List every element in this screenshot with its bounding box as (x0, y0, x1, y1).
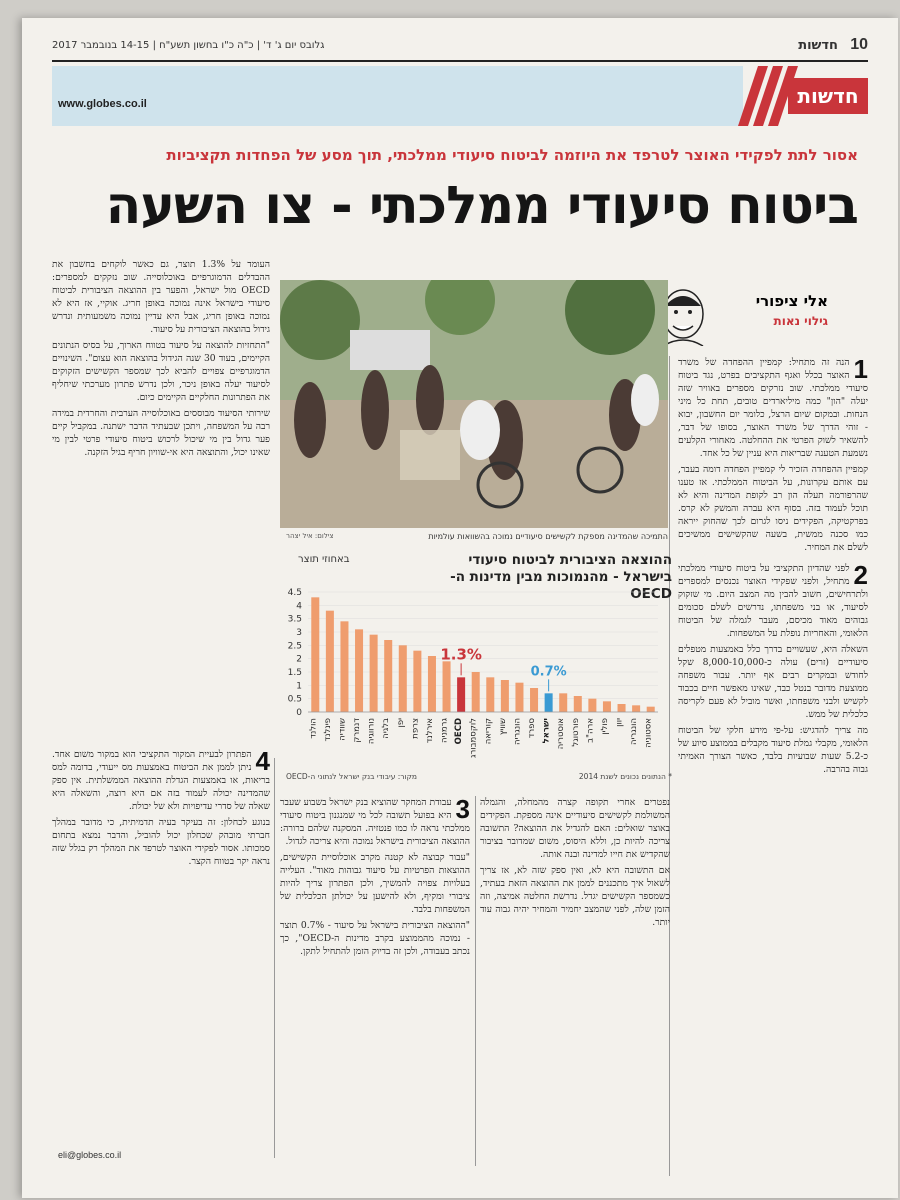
photo-caption (280, 532, 668, 541)
chart-note-text: * הנתונים נכונים לשנת 2014 (578, 772, 672, 781)
bar (457, 677, 465, 712)
y-tick-label: 4.5 (287, 588, 302, 598)
paragraph: לפני שהדיון התקציבי על ביטוח סיעודי ממלכתי מתחיל, ולפני שפקידי האוצר נכנסים למספרים ולתרחישים, חשוב להבין מה המצב היום. מי שזקוק לסיעוד, או בני משפחתו, נדרשים לשלם סכומים גבוהים מאוד מכיסם, מעבר לגמלה של הביטוח הלאומי, והאחריות נופלת על המשפחות. (678, 563, 868, 639)
column-middle-right (480, 796, 670, 1166)
x-tick-label: קוריאה (483, 718, 494, 745)
chart-source: מקור: עיבודי בנק ישראל לנתוני ה-OECD (286, 772, 418, 781)
article-headline: ביטוח סיעודי ממלכתי - צו השעה (105, 176, 858, 236)
x-tick-label: יוון (614, 718, 625, 727)
article-kicker: אסור לתת לפקידי האוצר לטרפד את היוזמה לביטוח סיעודי ממלכתי, תוך מסע של הפחדות תקציביות (166, 146, 858, 164)
bar (384, 640, 392, 712)
elderly-care-photo (280, 280, 668, 528)
column-divider (475, 796, 476, 1166)
x-tick-label: הולנד (308, 718, 319, 739)
y-tick-label: 3 (296, 628, 302, 638)
bar (588, 699, 596, 712)
x-tick-label: ארה"ב (585, 718, 596, 743)
x-tick-label: בלגיה (381, 718, 392, 739)
paragraph: הנה זה מתחיל: קמפיין ההפחדה של משרד האוצר בכלל ואגף התקציבים בפרט, נגד ביטוח סיעודי ממלכתי. שוב נזרקים מספרים באוויר שזה יעלה "הון" כמה מיליארדים טובים, תחת כל מיני הנחות. ובמקום שיום הרצל, כלומר יום החשבון, יבוא - זוהי הדרך של משרד האוצר, בסופו של דבר, להשאיר לשוק הפרטי את ההחלטה. מאחורי הקלעים נשמעת הטענה שבריאות היא עניין של כל אחד. (678, 357, 868, 459)
photo-credit: צילום: איל יצהר (286, 532, 334, 540)
x-tick-label: פולין (599, 718, 610, 735)
section-number: 4 (255, 748, 270, 776)
bar-chart (278, 552, 672, 788)
bar (559, 693, 567, 712)
bar (486, 677, 494, 712)
paragraph: קמפיין ההפחדה הזכיר לי קמפיין הפחדה דומה בעבר, עם אותם עקרונות, על הביטוח הממלכתי. אז טענו שהרפורמה תעלה הון רב לקופת המדינה והיא לא תוכל לעמוד בזה. בסוף היא עברה והמשק לא קרס. בפרקטיקה, הפקידים ניסו לגרום לכך שהחוק ייראה כמו סכנה ממשית, בשעה שהקשישים ממשיכים לשלם את המחיר. (678, 464, 868, 553)
section-number: 1 (853, 356, 868, 384)
y-tick-label: 4 (296, 601, 302, 612)
bar (326, 611, 334, 712)
x-tick-label: צרפת (410, 718, 421, 739)
masthead (52, 36, 868, 58)
y-tick-label: 2.5 (287, 641, 302, 652)
x-tick-label: אסטוניה (643, 718, 654, 748)
bar (428, 656, 436, 712)
data-label: 1.3% (440, 645, 482, 664)
column-left-top (52, 258, 270, 748)
x-tick-label: גרמניה (439, 718, 450, 743)
header-band (52, 66, 743, 126)
byline (653, 284, 828, 352)
bar (443, 661, 451, 712)
x-tick-label: פינלנד (322, 718, 333, 742)
x-tick-label: אירלנד (424, 718, 435, 744)
paragraph: "עבור קבוצה לא קטנה מקרב אוכלוסיית הקשישים, ההוצאות הפרטיות על סיעוד גבוהות מאוד". העלייה בעלויות צפויה להמשיך, ולכן הפתרון צריך להיות ציבורי ומקיף, ולא להישען על יכולתן הכלכלית של המשפחות בלבד. (280, 852, 470, 915)
bar (530, 688, 538, 712)
paragraph: בנוגע לכחלון: זה בעיקר בעיה תדמיתית, כי מדובר במהלך חברתי מובהק שכחלון יכול להוביל, והדבר נמצא בתחום סמכותו. אסור לפקידי האוצר לטרפד את המהלך רק בגלל שזה נראה יקר בטווח הקצר. (52, 817, 270, 867)
paragraph: שירותי הסיעוד מבוססים באוכלוסייה הערבית והחרדית במידה רבה על המשפחה, ויתכן שבעתיד הדבר ישתנה. במקביל קיים פער גדול בין מי שיכול לרכוש ביטוח סיעודי פרטי לבין מי שאינו יכול, והתוצאה היא אי-שוויון חריף בגיל הזקנה. (52, 408, 270, 458)
x-tick-label: אוסטריה (556, 718, 567, 750)
newspaper-page (22, 18, 898, 1198)
author-role: גילוי נאות (773, 314, 828, 328)
photo-caption-text: התמיכה שהמדינה מספקת לקשישים סיעודיים נמוכה בהשוואות עולמיות (428, 532, 668, 541)
paragraph: עבודת המחקר שהוציא בנק ישראל בשבוע שעבר היא בפועל תשובה לכל מי שמנגנון ביטוח סיעודי ממלכתי נראה לו כמו פנטזיה. המסקנה שלהם ברורה: ההוצאה הציבורית בישראל נמוכה והיא צריכה לגדול. (280, 797, 470, 847)
author-email: eli@globes.co.il (58, 1150, 122, 1160)
bar (545, 693, 553, 712)
x-tick-label: נורווגיה (366, 718, 377, 745)
bar (618, 704, 626, 712)
paragraph: העומד על 1.3% תוצר, גם כאשר לוקחים בחשבון את ההבדלים הדמוגרפיים באוכלוסייה. שוב נזקקים למספרים: OECD מול ישראל, והפער בין ההוצאה הציבורית לביטוח סיעודי בישראל אינה נמוכה באופן חריג. אוקיי, אז היא לא נמוכה באופן חריג, אבל היא עדיין נמוכה משמעותית ונדרש גידול בהוצאה הציבורית על סיעוד. (52, 259, 270, 335)
bar (603, 701, 611, 712)
y-tick-label: 1 (296, 681, 302, 692)
bar (311, 597, 319, 712)
column-right (678, 356, 868, 1176)
bar (472, 672, 480, 712)
section-number: 3 (455, 796, 470, 824)
paragraph: "התחזיות להוצאה על סיעוד בטווח הארוך, על בסיס הנתונים הקיימים, בעוד 30 שנה הגידול בהוצאה הוא עצום". השינויים הדמוגרפיים צפויים להביא לכך שמספר הקשישים הזקוקים לסיעוד יעלה באופן ניכר, ולכן נדרש פתרון מערכתי שיחליף את הפתרונות החלקיים הקיימים כיום. (52, 340, 270, 403)
paragraph: נפטרים אחרי תקופה קצרה מהמחלה, והגמלה המשולמת לקשישים סיעודיים אינה מספקת. הפקידים באוצר שואלים: האם להגדיל את ההוצאה? התשובה צריכה להיות כן, וללא היסוס, משום שמדובר בציבור שהקדיש את חייו למדינה ובנה אותה. (480, 797, 670, 860)
y-tick-label: 0 (296, 708, 302, 718)
x-tick-label: ספרד (527, 718, 538, 739)
x-tick-label: פורטוגל (570, 718, 581, 747)
x-tick-label: הונגריה (512, 718, 523, 746)
paragraph: "ההוצאה הציבורית בישראל על סיעוד - 0.7% תוצר - נמוכה מהממוצע בקרב מדינות ה-OECD", כך נכתב בעבודה, ולכן זה בדיוק הזמן להתחיל לתקן. (280, 920, 470, 957)
bar (515, 683, 523, 712)
x-tick-label: דנמרק (352, 718, 363, 743)
author-name: אלי ציפורי (755, 292, 828, 310)
x-tick-label: יפן (395, 718, 406, 728)
paragraph: אם התשובה היא לא, ואין ספק שזה לא, אז צריך לשאול איך מתכננים לממן את ההוצאה הזאת בעתיד, כשמספר הקשישים יגדל. נדרשת החלטה אמיצה, וזה הזמן שלה, לפני שהמצב יחמיר והמחיר יהיה גבוה עוד יותר. (480, 865, 670, 928)
site-url: www.globes.co.il (58, 98, 147, 110)
y-tick-label: 1.5 (287, 668, 302, 678)
x-tick-label: OECD (454, 718, 465, 745)
x-tick-label: הונגריה (629, 718, 640, 746)
bar (355, 629, 363, 712)
bar (501, 680, 509, 712)
bar (574, 696, 582, 712)
chart (278, 552, 672, 788)
masthead-rule (52, 60, 868, 62)
column-divider (274, 758, 275, 1158)
paragraph: השאלה היא, שעשויים בדרך כלל באמצעות מטפלים סיעודיים (זרים) עולה כ-8,000-10,000 שקל לחודש ובמקרים רבים אף יותר. עבור משפחה ממוצעת מדובר בנטל כבד, שאינו מאפשר חיים בכבוד לקשיש ולבני משפחתו, ואשר מוביל לא פעם לקריסה כלכלית של ממש. (678, 644, 868, 720)
paragraph: הפתרון לבעיית המקור התקציבי הוא במקור משום אחד. ניתן לממן את הביטוח באמצעות מס ייעודי, בדומה למס בריאות, או באמצעות הגדלת ההוצאה הממשלתית. אין ספק שהמדינה יכולה לעמוד בזה אם היא רוצה, והשאלה היא שאלה של סדרי עדיפויות ולא של יכולת. (52, 749, 270, 812)
bar (413, 651, 421, 712)
y-tick-label: 3.5 (287, 614, 302, 625)
column-middle-left (280, 796, 470, 1166)
chart-note (282, 772, 672, 781)
x-tick-label: ישראל (541, 718, 552, 744)
page-number: 10 (850, 36, 868, 53)
bar (399, 645, 407, 712)
section-tag: חדשות (788, 78, 868, 114)
x-tick-label: שוודיה (337, 718, 348, 741)
data-label: 0.7% (530, 664, 567, 680)
paragraph: מה צריך להדגיש: על-פי מידע חלקי של הביטוח הלאומי, מקבלי גמלת סיעוד מקבלים בממוצע סיוע של כ-5.2 שעות שבועיות בלבד, כאשר הצורך האמיתי גבוה בהרבה. (678, 725, 868, 775)
bar (647, 707, 655, 712)
x-tick-label: שוויץ (497, 718, 508, 736)
section-number: 2 (853, 560, 868, 590)
bar (370, 635, 378, 712)
y-tick-label: 2 (296, 654, 302, 665)
chart-unit-label: באחוזי תוצר (298, 554, 350, 565)
section-name: חדשות (798, 38, 838, 53)
chart-title: ההוצאה הציבורית לביטוח סיעודי בישראל - מהנמוכות מבין מדינות ה-OECD (450, 552, 672, 602)
bar (340, 621, 348, 712)
column-left-bottom (52, 748, 270, 1138)
x-tick-label: לוקסמבורג (468, 718, 479, 758)
bar (632, 705, 640, 712)
date-line: גלובס יום ג' ד' | כ"ה כ"ו בחשון תשע"ח | 14-15 בנובמבר 2017 (52, 40, 325, 51)
y-tick-label: 0.5 (287, 694, 302, 705)
